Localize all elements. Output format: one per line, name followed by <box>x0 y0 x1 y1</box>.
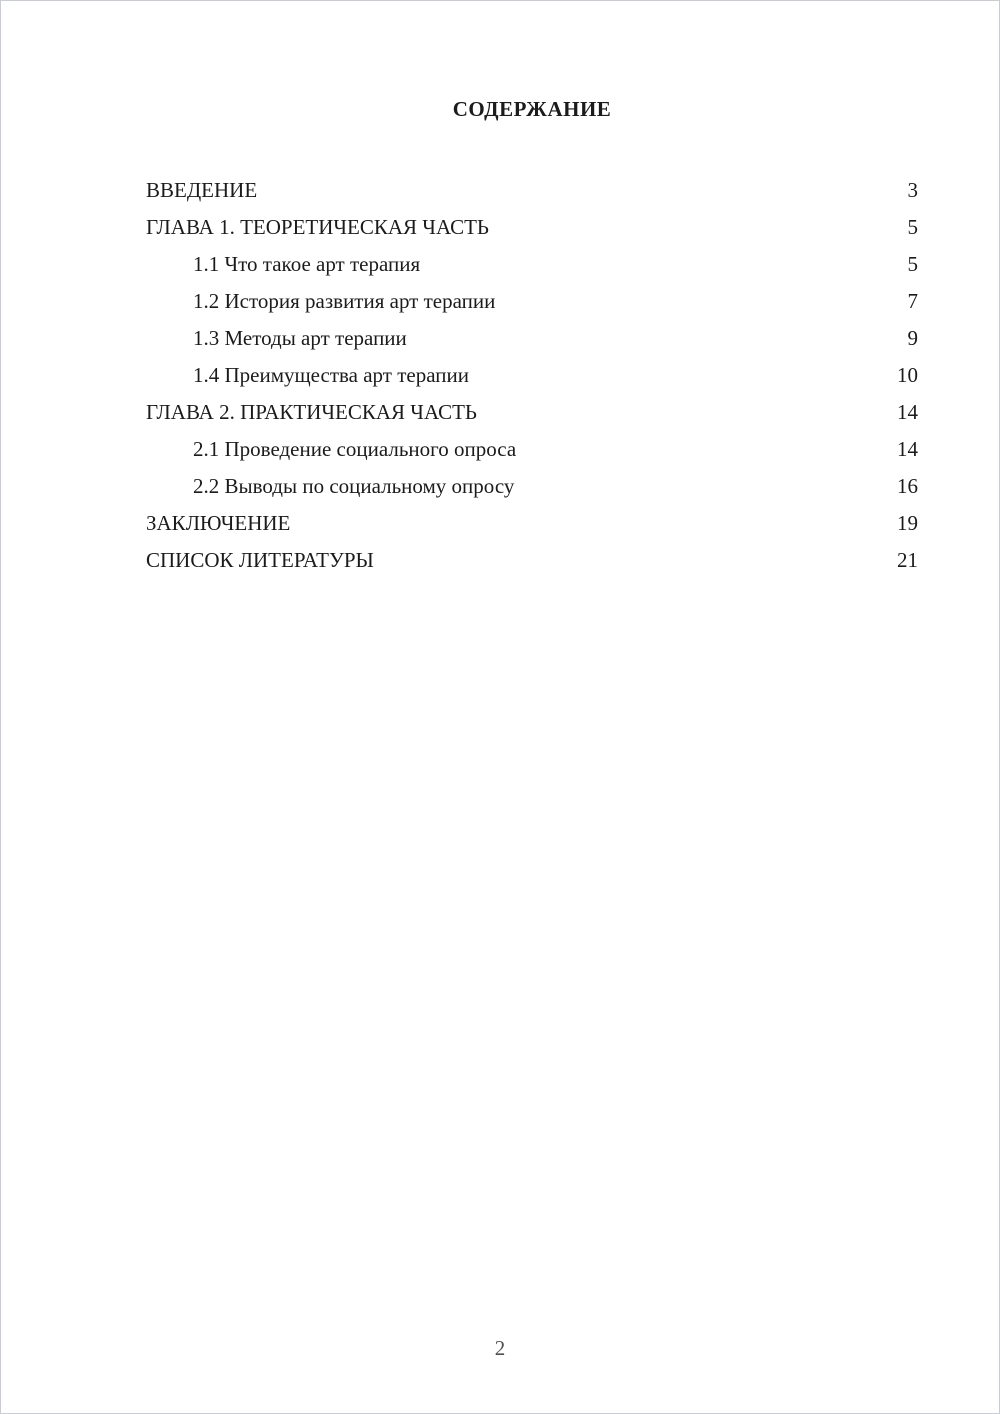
toc-entry-label: 2.2 Выводы по социальному опросу <box>193 474 515 498</box>
toc-entry <box>146 326 918 363</box>
toc-entry-page: 10 <box>897 363 918 387</box>
toc-entry-page: 5 <box>907 215 918 239</box>
toc-entry-label: ГЛАВА 2. ПРАКТИЧЕСКАЯ ЧАСТЬ <box>146 400 477 424</box>
toc-entry-page: 5 <box>907 252 918 276</box>
toc-entry-page: 19 <box>897 511 918 535</box>
toc-entry-label: 1.3 Методы арт терапии <box>193 326 407 350</box>
toc-entry-label: ГЛАВА 1. ТЕОРЕТИЧЕСКАЯ ЧАСТЬ <box>146 215 489 239</box>
toc-entry-page: 14 <box>897 437 918 461</box>
toc-entry-page: 3 <box>907 178 918 202</box>
toc-entry-page: 9 <box>907 326 918 350</box>
toc-entry-page: 7 <box>907 289 918 313</box>
toc-entry <box>146 289 918 326</box>
page-number: 2 <box>494 1336 506 1360</box>
toc-entry-label: 1.1 Что такое арт терапия <box>193 252 421 276</box>
toc-entry-page: 16 <box>897 474 918 498</box>
toc-entry-label: 2.1 Проведение социального опроса <box>193 437 517 461</box>
toc-entry-page: 21 <box>897 548 918 572</box>
toc-entry <box>146 252 918 289</box>
toc-entry-label: 1.4 Преимущества арт терапии <box>193 363 469 387</box>
table-of-contents <box>146 178 918 585</box>
toc-entry <box>146 178 918 215</box>
toc-entry <box>146 437 918 474</box>
toc-entry-label: 1.2 История развития арт терапии <box>193 289 496 313</box>
toc-entry <box>146 511 918 548</box>
toc-entry-label: СПИСОК ЛИТЕРАТУРЫ <box>146 548 374 572</box>
toc-entry-page: 14 <box>897 400 918 424</box>
toc-entry <box>146 474 918 511</box>
toc-entry <box>146 215 918 252</box>
page-content <box>146 97 918 585</box>
toc-entry <box>146 363 918 400</box>
page-title: СОДЕРЖАНИЕ <box>452 97 612 121</box>
toc-entry <box>146 400 918 437</box>
toc-entry-label: ВВЕДЕНИЕ <box>146 178 258 202</box>
toc-entry <box>146 548 918 585</box>
toc-entry-label: ЗАКЛЮЧЕНИЕ <box>146 511 291 535</box>
